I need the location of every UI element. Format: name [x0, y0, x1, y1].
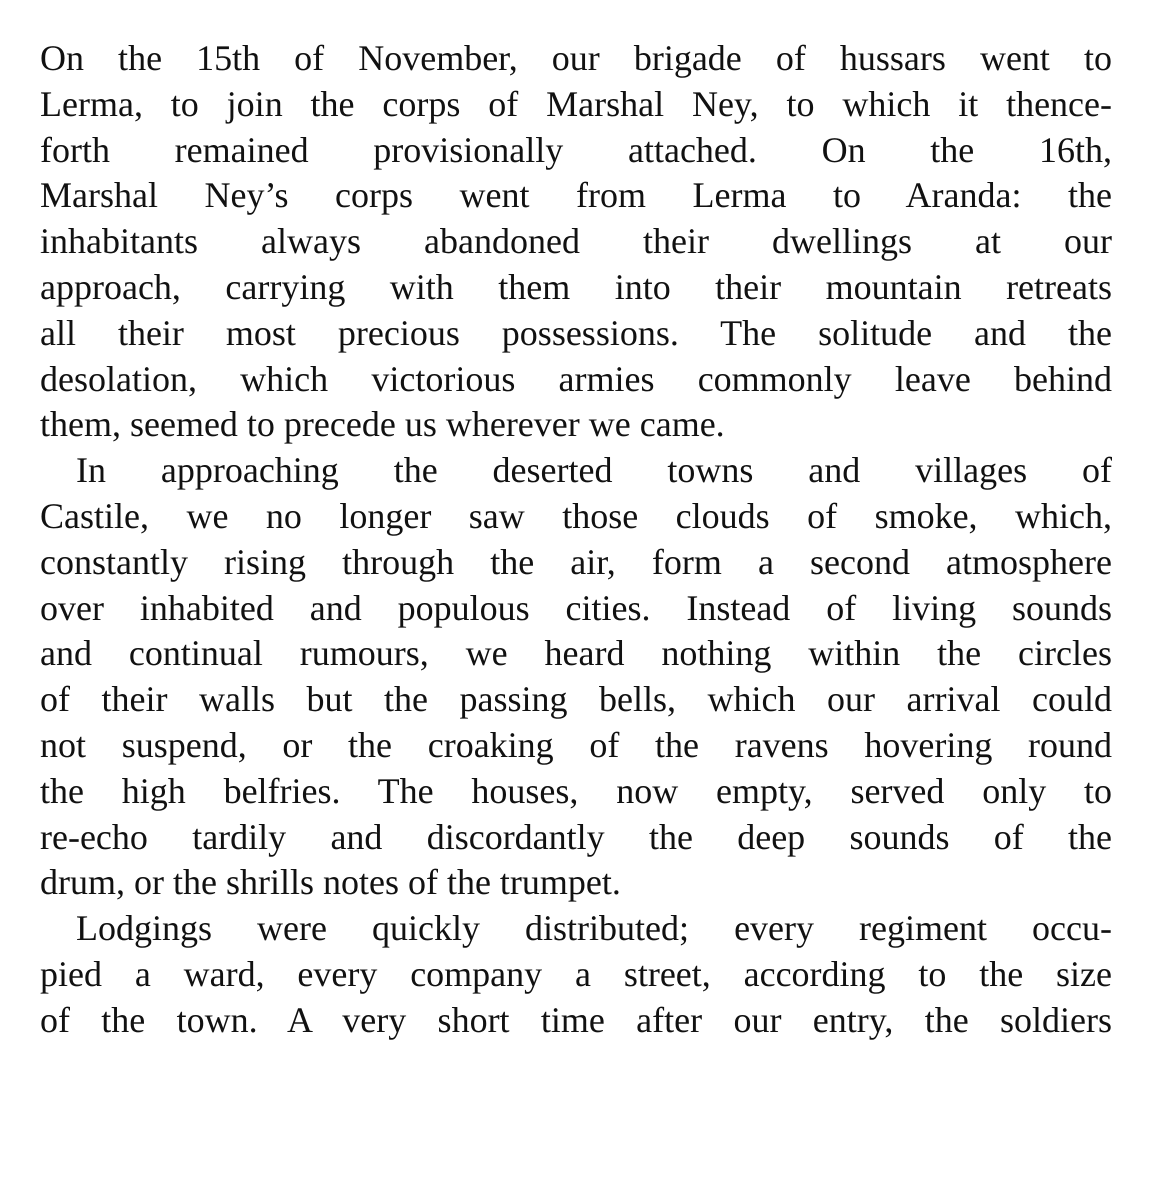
text-line: pied a ward, every company a street, according to the size [40, 953, 1112, 994]
text-line: forth remained provisionally attached. On the 16th, [40, 129, 1112, 170]
paragraph-3 [40, 906, 1112, 1043]
text-line: In approaching the deserted towns and villages of [76, 450, 1112, 491]
text-line: of the town. A very short time after our entry, the soldiers [40, 999, 1112, 1040]
text-line: constantly rising through the air, form a second atmosphere [40, 541, 1112, 582]
text-line: and continual rumours, we heard nothing within the circles [40, 633, 1112, 674]
text-line: Lodgings were quickly distributed; every regiment occu- [76, 908, 1112, 949]
paragraph-1 [40, 36, 1112, 448]
text-line: On the 15th of November, our brigade of hussars went to [40, 38, 1112, 78]
text-line: of their walls but the passing bells, which our arrival could [40, 679, 1112, 720]
text-line: all their most precious possessions. The solitude and the [40, 312, 1112, 353]
text-line: re-echo tardily and discordantly the deep sounds of the [40, 816, 1112, 857]
text-line: Lerma, to join the corps of Marshal Ney, to which it thence- [40, 83, 1112, 124]
text-line: approach, carrying with them into their mountain retreats [40, 266, 1112, 307]
text-line: over inhabited and populous cities. Instead of living sounds [40, 587, 1112, 628]
text-line: desolation, which victorious armies commonly leave behind [40, 358, 1112, 399]
paragraph-2 [40, 448, 1112, 906]
text-line: drum, or the shrills notes of the trumpet. [40, 862, 621, 903]
text-line: the high belfries. The houses, now empty, served only to [40, 770, 1112, 811]
book-page [40, 36, 1112, 1044]
text-line: inhabitants always abandoned their dwellings at our [40, 221, 1112, 262]
text-line: them, seemed to precede us wherever we came. [40, 404, 725, 445]
text-line: Castile, we no longer saw those clouds of smoke, which, [40, 495, 1112, 536]
text-line: Marshal Ney’s corps went from Lerma to Aranda: the [40, 175, 1112, 216]
text-line: not suspend, or the croaking of the ravens hovering round [40, 724, 1112, 765]
